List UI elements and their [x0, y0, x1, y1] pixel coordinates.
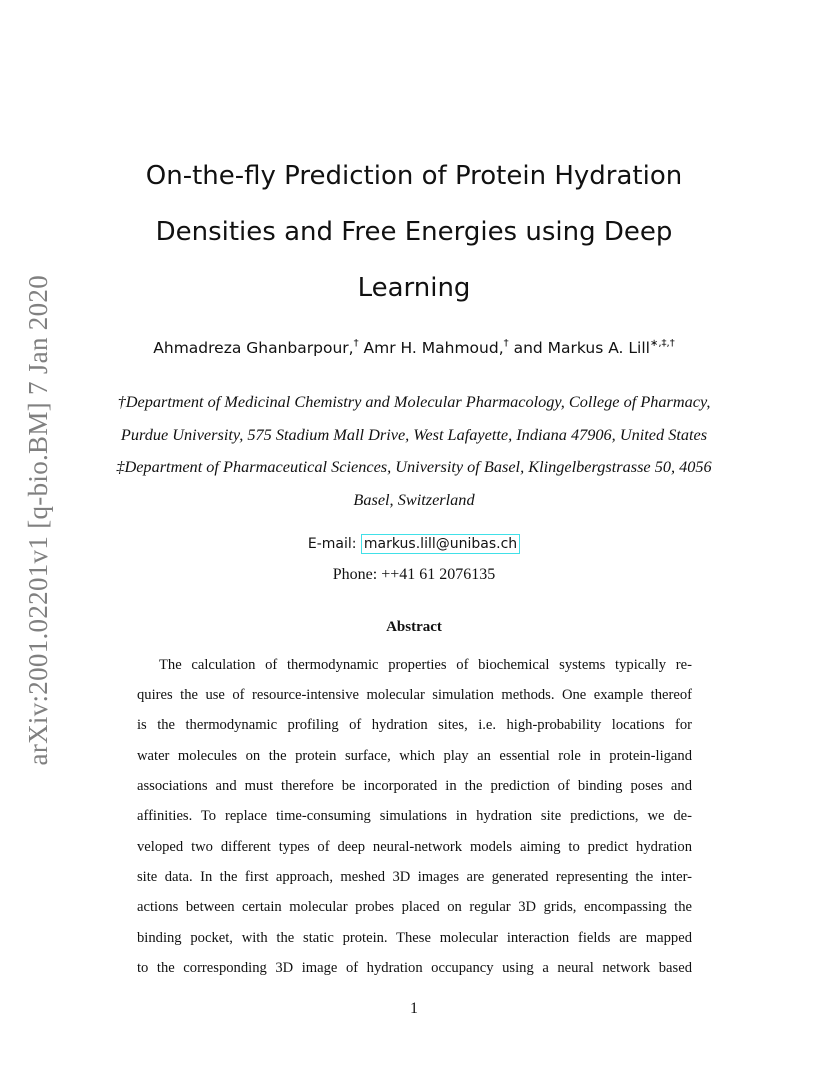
affiliation-line: †Department of Medicinal Chemistry and Molecular Pharmacology, College of Pharmacy, [117, 392, 711, 411]
email-label: E-mail: [307, 536, 361, 552]
author-name: Ahmadreza Ghanbarpour, [153, 339, 354, 357]
abstract-line: binding pocket, with the static protein. These molecular interaction fields are mapped [137, 930, 692, 946]
author-affiliation-mark: † [503, 338, 509, 349]
arxiv-identifier [16, 260, 60, 780]
abstract-line: site data. In the first approach, meshed 3D images are generated representing the inter- [137, 869, 692, 885]
author-name: Amr H. Mahmoud, [358, 339, 504, 357]
abstract-line: actions between certain molecular probes placed on regular 3D grids, encompassing the [137, 899, 692, 915]
abstract-line: veloped two different types of deep neural-network models aiming to predict hydration [137, 839, 692, 855]
affiliation-line: ‡Department of Pharmaceutical Sciences, University of Basel, Klingelbergstrasse 50, 4056 [116, 457, 712, 476]
abstract-heading: Abstract [386, 619, 442, 635]
affiliation-line: Purdue University, 575 Stadium Mall Drive, West Lafayette, Indiana 47906, United States [120, 424, 708, 444]
abstract-line: to the corresponding 3D image of hydration occupancy using a neural network based [137, 960, 692, 976]
arxiv-identifier-text: arXiv:2001.02201v1 [q-bio.BM] 7 Jan 2020 [22, 274, 53, 766]
email-link[interactable]: markus.lill@unibas.ch [361, 534, 520, 554]
abstract-line: The calculation of thermodynamic properties of biochemical systems typically re- [159, 657, 692, 673]
contact-phone: Phone: ++41 61 2076135 [332, 566, 496, 583]
title-line: On-the-fly Prediction of Protein Hydration [145, 161, 683, 191]
title-line: Learning [357, 273, 471, 303]
abstract-line: quires the use of resource-intensive molecular simulation methods. One example thereof [137, 687, 692, 703]
author-affiliation-mark: ∗,‡,† [649, 338, 675, 349]
page-number: 1 [410, 1000, 418, 1017]
abstract-line: affinities. To replace time-consuming simulations in hydration site predictions, we de- [137, 808, 692, 824]
abstract-line: associations and must therefore be incorporated in the prediction of binding poses and [137, 778, 692, 794]
title-line: Densities and Free Energies using Deep [155, 217, 673, 247]
author-list [100, 338, 728, 357]
author-affiliation-mark: † [353, 338, 359, 349]
affiliation-line: Basel, Switzerland [353, 489, 475, 509]
contact-email [100, 536, 728, 552]
affiliations [92, 386, 736, 516]
abstract-line: is the thermodynamic profiling of hydration sites, i.e. high-probability locations for [137, 717, 692, 733]
paper-title [110, 148, 718, 316]
abstract-line: water molecules on the protein surface, which play an essential role in protein-ligand [137, 748, 692, 764]
author-name: and Markus A. Lill [508, 339, 650, 357]
